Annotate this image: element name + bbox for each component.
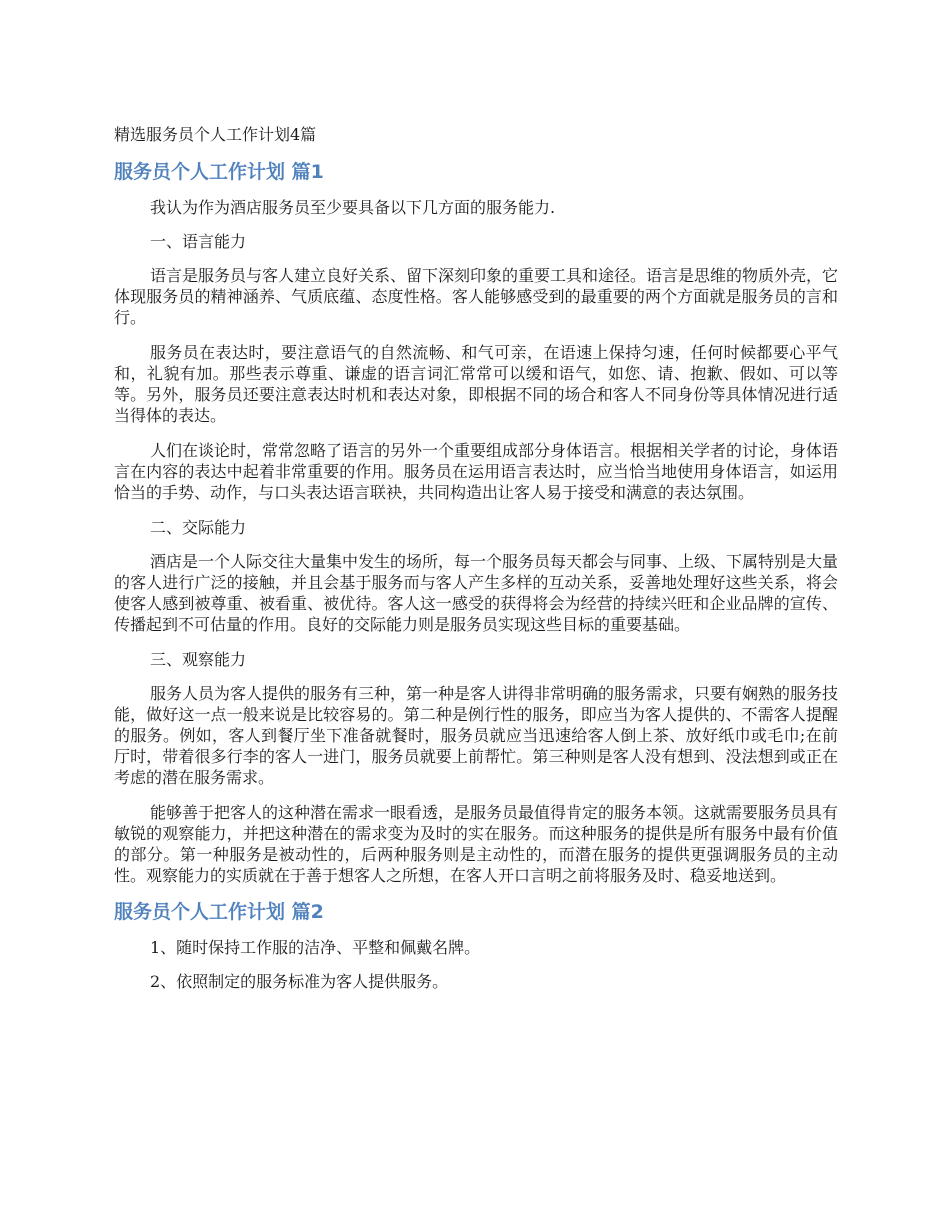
- paragraph: 酒店是一个人际交往大量集中发生的场所，每一个服务员每天都会与同事、上级、下属特别是大量的客人进行广泛的接触，并且会基于服务而与客人产生多样的互动关系，妥善地处理好这些关系，将会使客人感到被尊重、被看重、被优待。客人这一感受的获得将会为经营的持续兴旺和企业品牌的宣传、传播起到不可估量的作用。良好的交际能力则是服务员实现这些目标的重要基础。: [114, 552, 839, 634]
- document-title: 精选服务员个人工作计划4篇: [114, 125, 317, 144]
- paragraph: 服务人员为客人提供的服务有三种，第一种是客人讲得非常明确的服务需求，只要有娴熟的服务技能，做好这一点一般来说是比较容易的。第二种是例行性的服务，即应当为客人提供的、不需客人提醒的服务。例如，客人到餐厅坐下准备就餐时，服务员就应当迅速给客人倒上茶、放好纸巾或毛巾;在前厅时，带着很多行李的客人一进门，服务员就要上前帮忙。第三种则是客人没有想到、没法想到或正在考虑的潜在服务需求。: [114, 684, 839, 787]
- paragraph: 服务员在表达时，要注意语气的自然流畅、和气可亲，在语速上保持匀速，任何时候都要心平气和，礼貌有加。那些表示尊重、谦虚的语言词汇常常可以缓和语气，如您、请、抱歉、假如、可以等等。另外，服务员还要注意表达时机和表达对象，即根据不同的场合和客人不同身份等具体情况进行适当得体的表达。: [114, 343, 838, 425]
- section-heading: 服务员个人工作计划 篇2: [114, 901, 324, 923]
- list-item: 1、随时保持工作服的洁净、平整和佩戴名牌。: [150, 938, 481, 957]
- paragraph: 人们在谈论时，常常忽略了语言的另外一个重要组成部分身体语言。根据相关学者的讨论，身体语言在内容的表达中起着非常重要的作用。服务员在运用语言表达时，应当恰当地使用身体语言，如运用恰当的手势、动作，与口头表达语言联袂，共同构造出让客人易于接受和满意的表达氛围。: [114, 441, 839, 502]
- subheading: 一、语言能力: [150, 232, 247, 251]
- paragraph: 语言是服务员与客人建立良好关系、留下深刻印象的重要工具和途径。语言是思维的物质外壳，它体现服务员的精神涵养、气质底蕴、态度性格。客人能够感受到的最重要的两个方面就是服务员的言和行。: [114, 266, 839, 327]
- subheading: 三、观察能力: [150, 650, 247, 669]
- section-1: [114, 160, 838, 886]
- section-heading: 服务员个人工作计划 篇1: [114, 161, 324, 183]
- paragraph: 能够善于把客人的这种潜在需求一眼看透，是服务员最值得肯定的服务本领。这就需要服务员具有敏锐的观察能力，并把这种潜在的需求变为及时的实在服务。而这种服务的提供是所有服务中最有价值的部分。第一种服务是被动性的，后两种服务则是主动性的，而潜在服务的提供更强调服务员的主动性。观察能力的实质就在于善于想客人之所想，在客人开口言明之前将服务及时、稳妥地送到。: [114, 803, 839, 885]
- section-2: [114, 900, 838, 992]
- list-item: 2、依照制定的服务标准为客人提供服务。: [150, 972, 449, 991]
- subheading: 二、交际能力: [150, 518, 247, 537]
- paragraph: 我认为作为酒店服务员至少要具备以下几方面的服务能力.: [150, 198, 556, 217]
